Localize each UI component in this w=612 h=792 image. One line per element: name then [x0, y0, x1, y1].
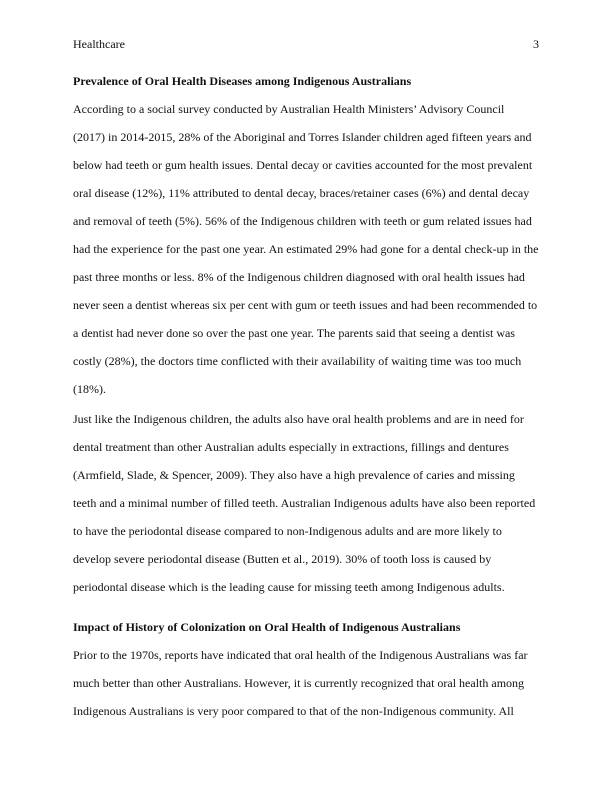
section-heading-colonization: Impact of History of Colonization on Oral Health of Indigenous Australians — [73, 620, 461, 634]
page-number: 3 — [533, 37, 539, 51]
paragraph-adults-oral-health: Just like the Indigenous children, the adults also have oral health problems and are in need for dental treatment than other Australian adults especially in extractions, fillings and dentures (Armfield, Slade, & Spencer, 2009). They also have a high prevalence of caries and missing teeth and a minimal number of filled teeth. Australian Indigenous adults have also been reported to have the periodontal disease compared to non-Indigenous adults and are more likely to develop severe periodontal disease (Butten et al., 2019). 30% of tooth loss is caused by periodontal disease which is the leading cause for missing teeth among Indigenous adults. — [73, 412, 536, 594]
running-head: Healthcare — [73, 37, 125, 51]
document-body — [73, 73, 539, 725]
page-header — [73, 36, 539, 52]
paragraph-prior-1970s: Prior to the 1970s, reports have indicated that oral health of the Indigenous Australians was far much better than other Australians. However, it is currently recognized that oral health among Indigenous Australians is very poor compared to that of the non-Indigenous community. All — [73, 648, 528, 718]
section-heading-prevalence: Prevalence of Oral Health Diseases among Indigenous Australians — [73, 74, 412, 88]
paragraph-children-survey: According to a social survey conducted by Australian Health Ministers’ Advisory Council (2017) in 2014-2015, 28% of the Aboriginal and Torres Islander children aged fifteen years and below had teeth or gum health issues. Dental decay or cavities accounted for the most prevalent oral disease (12%), 11% attributed to dental decay, braces/retainer cases (6%) and dental decay and removal of teeth (5%). 56% of the Indigenous children with teeth or gum related issues had had the experience for the past one year. An estimated 29% had gone for a dental check-up in the past three months or less. 8% of the Indigenous children diagnosed with oral health issues had never seen a dentist whereas six per cent with gum or teeth issues and had been recommended to a dentist had never done so over the past one year. The parents said that seeing a dentist was costly (28%), the doctors time conflicted with their availability of waiting time was too much (18%). — [73, 102, 539, 396]
